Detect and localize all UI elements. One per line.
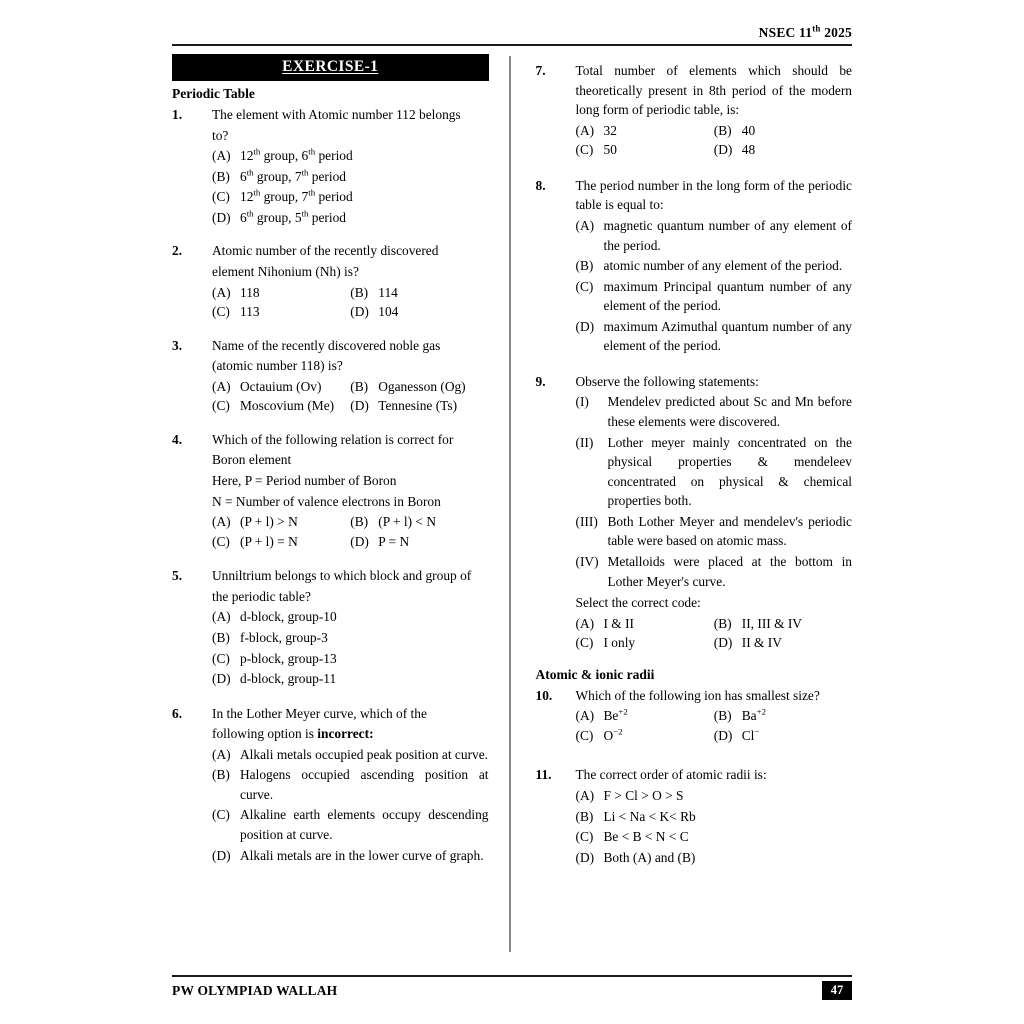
option-row bbox=[576, 706, 853, 726]
option-label: (C) bbox=[575, 142, 594, 158]
question-number: 7. bbox=[535, 63, 546, 78]
left-column bbox=[172, 54, 489, 954]
option-text: 40 bbox=[741, 122, 756, 138]
option-text: (P + l) = N bbox=[240, 533, 298, 549]
question-number: 2. bbox=[172, 243, 183, 259]
option-b[interactable] bbox=[350, 283, 488, 303]
option-label: (D) bbox=[713, 142, 733, 158]
options-list bbox=[212, 512, 489, 551]
option-charge-superscript: +2 bbox=[618, 706, 628, 717]
option-text: 32 bbox=[603, 122, 617, 138]
option-b[interactable] bbox=[212, 167, 489, 187]
option-row bbox=[576, 614, 853, 634]
page-number-badge: 47 bbox=[822, 981, 852, 1000]
question-stem: Name of the recently discovered noble gas bbox=[212, 337, 441, 353]
question-number: 1. bbox=[172, 107, 183, 122]
header-rule bbox=[172, 44, 852, 46]
option-text: 113 bbox=[240, 304, 260, 320]
option-a[interactable] bbox=[576, 706, 714, 726]
question-stem: Observe the following statements: bbox=[575, 373, 759, 389]
option-text-part: 12 bbox=[240, 148, 254, 164]
option-d[interactable] bbox=[212, 846, 489, 866]
exercise-banner bbox=[172, 54, 489, 81]
option-label: (D) bbox=[212, 209, 231, 225]
option-text: maximum Azimuthal quantum number of any element of the period. bbox=[603, 318, 852, 354]
option-a[interactable] bbox=[576, 121, 714, 141]
option-row bbox=[576, 633, 853, 653]
question-1 bbox=[172, 105, 489, 227]
options-list bbox=[576, 706, 853, 745]
option-text: F > Cl > O > S bbox=[603, 788, 684, 803]
question-stem-line2: (atomic number 118) is? bbox=[212, 358, 343, 374]
option-d[interactable] bbox=[576, 317, 853, 356]
option-text: p-block, group-13 bbox=[240, 650, 337, 666]
option-label: (A) bbox=[212, 746, 231, 762]
question-10 bbox=[536, 686, 853, 746]
option-superscript: th bbox=[308, 187, 316, 198]
option-label: (B) bbox=[350, 284, 369, 300]
question-number: 6. bbox=[172, 705, 183, 721]
option-text: f-block, group-3 bbox=[240, 629, 328, 645]
option-row bbox=[576, 121, 853, 141]
option-text-part: 6 bbox=[240, 168, 247, 184]
option-b[interactable] bbox=[714, 121, 852, 141]
option-text: magnetic quantum number of any element of the period. bbox=[603, 217, 852, 253]
option-superscript: th bbox=[246, 167, 254, 178]
option-row bbox=[212, 512, 489, 532]
statement-text: Both Lother Meyer and mendelev's periodic table were based on atomic mass. bbox=[607, 513, 852, 549]
option-text: II & IV bbox=[741, 635, 782, 651]
option-c[interactable] bbox=[212, 396, 350, 416]
option-label: (A) bbox=[575, 788, 595, 803]
option-label: (D) bbox=[212, 671, 231, 687]
question-6 bbox=[172, 704, 489, 866]
option-text-part: period bbox=[308, 168, 346, 184]
footer-row bbox=[172, 981, 852, 1000]
option-text: II, III & IV bbox=[741, 615, 802, 631]
option-c[interactable] bbox=[212, 805, 489, 844]
footer-brand: PW OLYMPIAD WALLAH bbox=[172, 982, 338, 998]
option-row bbox=[576, 726, 853, 746]
option-text bbox=[742, 726, 852, 746]
option-a[interactable] bbox=[212, 512, 350, 532]
option-a[interactable] bbox=[212, 607, 489, 627]
option-text bbox=[240, 187, 489, 207]
statement-text: Mendelev predicted about Sc and Mn before these elements were discovered. bbox=[607, 394, 852, 429]
option-row bbox=[212, 532, 489, 552]
page-footer bbox=[172, 975, 852, 1000]
option-label: (D) bbox=[350, 533, 369, 549]
question-5 bbox=[172, 566, 489, 688]
option-superscript: th bbox=[301, 167, 309, 178]
question-stem-line2: to? bbox=[212, 127, 229, 143]
option-text bbox=[604, 726, 714, 746]
option-label: (A) bbox=[212, 514, 231, 530]
option-text: Alkaline earth elements occupy descending position at curve. bbox=[240, 807, 489, 842]
option-c[interactable] bbox=[576, 277, 853, 316]
option-row bbox=[212, 377, 489, 397]
option-text: Octauium (Ov) bbox=[240, 378, 322, 394]
option-d[interactable] bbox=[212, 208, 489, 228]
option-label: (B) bbox=[212, 767, 230, 783]
options-list bbox=[576, 216, 853, 356]
option-c[interactable] bbox=[576, 827, 853, 847]
option-b[interactable] bbox=[212, 765, 489, 804]
question-stem-line2-prefix: following option is bbox=[212, 726, 318, 742]
option-row bbox=[212, 396, 489, 416]
option-d[interactable] bbox=[576, 848, 853, 868]
option-text: d-block, group-10 bbox=[240, 609, 337, 625]
question-3 bbox=[172, 336, 489, 416]
option-b[interactable] bbox=[714, 614, 852, 634]
option-label: (B) bbox=[350, 514, 369, 530]
content-columns bbox=[172, 54, 852, 954]
option-label: (D) bbox=[713, 635, 733, 651]
option-text: atomic number of any element of the period. bbox=[603, 258, 843, 274]
option-base: O bbox=[603, 727, 614, 743]
statement-label: (II) bbox=[575, 434, 594, 450]
option-text-part: 12 bbox=[240, 189, 254, 205]
option-label: (C) bbox=[212, 650, 230, 666]
option-text-part: group, 6 bbox=[260, 148, 309, 164]
option-a[interactable] bbox=[576, 216, 853, 255]
option-c[interactable] bbox=[576, 726, 714, 746]
footer-rule bbox=[172, 975, 852, 977]
question-stem: Unniltrium belongs to which block and group of bbox=[212, 568, 472, 584]
option-superscript: th bbox=[253, 146, 261, 157]
options-list bbox=[212, 283, 489, 322]
option-text: Tennesine (Ts) bbox=[378, 398, 458, 414]
question-given-line-1: Here, P = Period number of Boron bbox=[212, 473, 397, 488]
header-title-year: 2025 bbox=[820, 25, 852, 40]
option-text-part: period bbox=[308, 209, 346, 225]
question-2 bbox=[172, 241, 489, 321]
statement-ii bbox=[576, 433, 853, 511]
options-list bbox=[212, 607, 489, 688]
option-label: (A) bbox=[212, 378, 231, 394]
option-base: Be bbox=[603, 708, 619, 724]
option-text bbox=[240, 208, 489, 228]
option-text: I only bbox=[603, 635, 636, 651]
question-stem-line2: Boron element bbox=[212, 452, 292, 468]
option-label: (D) bbox=[350, 304, 369, 320]
question-4 bbox=[172, 430, 489, 551]
option-text: Li < Na < K< Rb bbox=[603, 808, 696, 824]
option-text: P = N bbox=[378, 533, 410, 549]
statement-list bbox=[576, 392, 853, 591]
page-header bbox=[172, 0, 852, 42]
section-heading-periodic-table: Periodic Table bbox=[172, 86, 255, 101]
option-text-part: group, 7 bbox=[260, 189, 309, 205]
option-d[interactable] bbox=[714, 726, 852, 746]
option-label: (C) bbox=[212, 807, 230, 823]
question-stem-line2: element Nihonium (Nh) is? bbox=[212, 263, 359, 279]
option-text-part: period bbox=[315, 148, 353, 164]
option-text bbox=[240, 167, 489, 187]
option-label: (A) bbox=[575, 708, 595, 724]
option-superscript: th bbox=[253, 187, 261, 198]
option-label: (B) bbox=[212, 168, 230, 184]
options-list bbox=[576, 786, 853, 867]
question-number: 4. bbox=[172, 431, 183, 447]
option-superscript: th bbox=[301, 208, 309, 219]
option-charge-superscript: +2 bbox=[756, 706, 767, 717]
question-stem: The correct order of atomic radii is: bbox=[575, 767, 767, 783]
question-stem: In the Lother Meyer curve, which of the bbox=[212, 705, 427, 721]
option-d[interactable] bbox=[350, 532, 488, 552]
question-8 bbox=[536, 176, 853, 356]
option-text: Both (A) and (B) bbox=[603, 849, 696, 865]
statement-iv bbox=[576, 552, 853, 591]
option-text-part: group, 5 bbox=[253, 209, 302, 225]
question-number: 11. bbox=[535, 767, 552, 783]
option-label: (D) bbox=[350, 398, 369, 414]
statement-label: (III) bbox=[575, 513, 598, 529]
option-text: maximum Principal quantum number of any element of the period. bbox=[603, 278, 852, 314]
option-b[interactable] bbox=[576, 256, 853, 276]
option-label: (B) bbox=[713, 708, 732, 724]
options-list bbox=[576, 121, 853, 160]
option-label: (D) bbox=[212, 847, 231, 863]
option-text bbox=[604, 706, 714, 726]
option-label: (D) bbox=[713, 727, 733, 743]
option-text bbox=[240, 146, 489, 166]
option-row bbox=[212, 302, 489, 322]
right-column bbox=[536, 54, 853, 954]
option-label: (C) bbox=[575, 635, 594, 651]
statement-iii bbox=[576, 512, 853, 551]
option-label: (A) bbox=[212, 609, 231, 625]
option-text: 50 bbox=[603, 142, 617, 158]
option-label: (B) bbox=[350, 378, 369, 394]
option-text: d-block, group-11 bbox=[240, 671, 337, 687]
option-label: (D) bbox=[575, 318, 595, 334]
option-charge-superscript: −2 bbox=[613, 726, 623, 737]
question-stem: Which of the following ion has smallest size? bbox=[575, 687, 820, 703]
option-c[interactable] bbox=[212, 302, 350, 322]
option-text-part: group, 7 bbox=[253, 168, 302, 184]
select-code-line: Select the correct code: bbox=[575, 595, 701, 611]
question-number: 10. bbox=[535, 687, 553, 703]
statement-text: Lother meyer mainly concentrated on the physical properties & mendeleev concentrated on physical & chemical properties both. bbox=[607, 434, 852, 509]
option-label: (C) bbox=[212, 304, 230, 320]
question-number: 5. bbox=[172, 568, 183, 584]
option-b[interactable] bbox=[714, 706, 852, 726]
option-text bbox=[742, 706, 852, 726]
option-c[interactable] bbox=[576, 633, 714, 653]
options-list bbox=[212, 146, 489, 227]
question-stem: Total number of elements which should be theoretically present in 8th period of the modern long form of periodic table, is: bbox=[575, 63, 852, 118]
statement-i bbox=[576, 392, 853, 431]
option-text: 114 bbox=[378, 284, 398, 300]
option-b[interactable] bbox=[576, 807, 853, 827]
page bbox=[172, 0, 852, 1024]
question-stem: The period number in the long form of the periodic table is equal to: bbox=[575, 177, 852, 213]
question-stem-emphasis: incorrect: bbox=[317, 726, 374, 742]
header-title bbox=[759, 25, 852, 41]
options-list bbox=[212, 377, 489, 416]
option-base: Ba bbox=[741, 708, 757, 724]
option-label: (A) bbox=[212, 148, 231, 164]
option-a[interactable] bbox=[212, 146, 489, 166]
option-label: (A) bbox=[575, 122, 595, 138]
option-d[interactable] bbox=[714, 633, 852, 653]
question-7 bbox=[536, 61, 853, 160]
option-charge-superscript: − bbox=[754, 726, 760, 737]
question-number: 9. bbox=[535, 373, 546, 389]
option-label: (C) bbox=[575, 278, 594, 294]
option-text: Be < B < N < C bbox=[603, 829, 689, 845]
exercise-banner-label: EXERCISE-1 bbox=[282, 58, 379, 75]
option-label: (A) bbox=[212, 284, 231, 300]
option-text-part: 6 bbox=[240, 209, 247, 225]
question-number: 8. bbox=[535, 177, 546, 193]
option-a[interactable] bbox=[576, 786, 853, 806]
option-row bbox=[212, 283, 489, 303]
option-b[interactable] bbox=[212, 628, 489, 648]
option-text: 104 bbox=[378, 304, 399, 320]
question-9 bbox=[536, 372, 853, 653]
option-text-part: period bbox=[315, 189, 353, 205]
option-text: Halogens occupied ascending position at curve. bbox=[240, 767, 489, 802]
option-d[interactable] bbox=[212, 669, 489, 689]
option-c[interactable] bbox=[212, 649, 489, 669]
option-label: (C) bbox=[212, 189, 230, 205]
option-superscript: th bbox=[246, 208, 254, 219]
option-text: Moscovium (Me) bbox=[240, 398, 335, 414]
option-d[interactable] bbox=[350, 396, 488, 416]
option-label: (B) bbox=[575, 258, 594, 274]
option-base: Cl bbox=[741, 727, 755, 743]
option-a[interactable] bbox=[212, 745, 489, 765]
option-a[interactable] bbox=[212, 283, 350, 303]
option-d[interactable] bbox=[714, 140, 852, 160]
option-text: 48 bbox=[741, 142, 756, 158]
question-stem-line2: the periodic table? bbox=[212, 588, 311, 604]
question-stem: The element with Atomic number 112 belongs bbox=[212, 107, 461, 122]
option-text: Oganesson (Og) bbox=[378, 378, 466, 394]
option-label: (C) bbox=[212, 533, 230, 549]
options-list bbox=[576, 614, 853, 653]
option-a[interactable] bbox=[576, 614, 714, 634]
statement-text: Metalloids were placed at the bottom in Lother Meyer's curve. bbox=[607, 553, 852, 589]
option-text: (P + l) < N bbox=[378, 514, 437, 530]
statement-label: (I) bbox=[575, 394, 589, 410]
option-label: (A) bbox=[575, 217, 595, 233]
question-given-line-2: N = Number of valence electrons in Boron bbox=[212, 493, 441, 509]
option-c[interactable] bbox=[576, 140, 714, 160]
option-label: (D) bbox=[575, 849, 595, 865]
question-stem: Which of the following relation is correct for bbox=[212, 431, 454, 447]
option-label: (B) bbox=[713, 122, 732, 138]
option-label: (C) bbox=[212, 398, 230, 414]
option-text: I & II bbox=[603, 615, 634, 631]
section-heading-atomic-ionic-radii: Atomic & ionic radii bbox=[535, 666, 655, 682]
option-b[interactable] bbox=[350, 512, 488, 532]
option-superscript: th bbox=[308, 146, 316, 157]
question-11 bbox=[536, 765, 853, 867]
option-text: Alkali metals occupied peak position at curve. bbox=[240, 746, 489, 762]
option-a[interactable] bbox=[212, 377, 350, 397]
option-text: Alkali metals are in the lower curve of graph. bbox=[240, 847, 484, 863]
option-label: (A) bbox=[575, 615, 595, 631]
question-stem: Atomic number of the recently discovered bbox=[212, 243, 439, 259]
question-stem-line2 bbox=[212, 724, 489, 744]
option-d[interactable] bbox=[350, 302, 488, 322]
statement-label: (IV) bbox=[575, 553, 599, 569]
options-list bbox=[212, 745, 489, 865]
question-number: 3. bbox=[172, 337, 183, 353]
option-label: (B) bbox=[575, 808, 594, 824]
option-c[interactable] bbox=[212, 187, 489, 207]
column-divider bbox=[509, 56, 511, 952]
option-text: 118 bbox=[240, 284, 260, 300]
option-b[interactable] bbox=[350, 377, 488, 397]
option-label: (C) bbox=[575, 829, 594, 845]
option-label: (B) bbox=[212, 629, 230, 645]
header-title-superscript: th bbox=[812, 23, 821, 34]
option-row bbox=[576, 140, 853, 160]
option-label: (C) bbox=[575, 727, 594, 743]
option-label: (B) bbox=[713, 615, 732, 631]
option-text: (P + l) > N bbox=[240, 514, 298, 530]
header-title-main: NSEC 11 bbox=[758, 25, 813, 40]
option-c[interactable] bbox=[212, 532, 350, 552]
